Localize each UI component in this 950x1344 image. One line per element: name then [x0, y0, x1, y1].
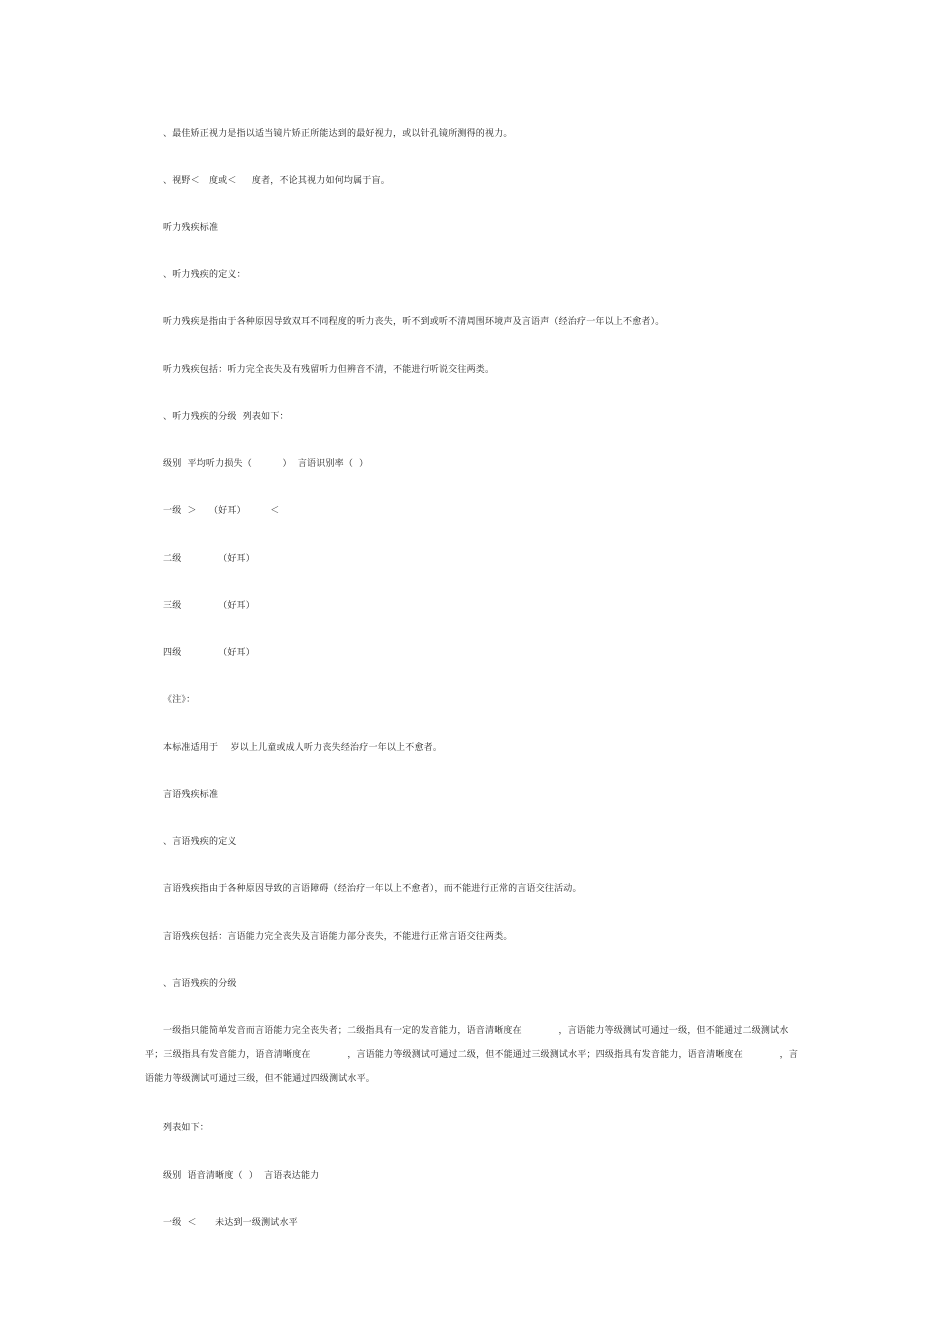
note-text: 本标准适用于 岁以上儿童或成人听力丧失经治疗一年以上不愈者。 — [163, 743, 443, 753]
hearing-scope-text: 听力残疾包括：听力完全丧失及有残留听力但辨音不清，不能进行听说交往两类。 — [163, 365, 495, 375]
speech-disability-heading: 言语残疾标准 — [163, 790, 219, 800]
speech-definition-heading: 、言语残疾的定义 — [163, 837, 237, 847]
visual-field-note: 、视野＜ 度或＜ 度者，不论其视力如何均属于盲。 — [163, 176, 390, 186]
speech-grading-paragraph — [145, 1019, 809, 1091]
hearing-definition-heading: 、听力残疾的定义： — [163, 270, 246, 280]
speech-scope-text: 言语残疾包括：言语能力完全丧失及言语能力部分丧失，不能进行正常言语交往两类。 — [163, 932, 513, 942]
hearing-disability-heading: 听力残疾标准 — [163, 223, 219, 233]
speech-table-header: 级别 语音清晰度（ ） 言语表达能力 — [163, 1171, 320, 1181]
speech-grading-line-3: 语能力等级测试可通过三级，但不能通过四级测试水平。 — [145, 1074, 376, 1084]
speech-grading-line-1: 一级指只能简单发音而言语能力完全丧失者；二级指具有一定的发音能力，语音清晰度在 ，言语能力等级测试可通过一级，但不能通过二级测试水 — [163, 1026, 789, 1036]
list-follows-text: 列表如下： — [163, 1123, 210, 1133]
speech-grading-heading: 、言语残疾的分级 — [163, 979, 237, 989]
hearing-definition-text: 听力残疾是指由于各种原因导致双耳不同程度的听力丧失，听不到或听不清周围环境声及言语声（经治疗一年以上不愈者）。 — [163, 317, 665, 327]
hearing-grade-1: 一级 ＞ （好耳） ＜ — [163, 506, 280, 516]
speech-definition-text: 言语残疾指由于各种原因导致的言语障碍（经治疗一年以上不愈者），而不能进行正常的言语交往活动。 — [163, 884, 582, 894]
best-corrected-vision-note: 、最佳矫正视力是指以适当镜片矫正所能达到的最好视力，或以针孔镜所测得的视力。 — [163, 129, 513, 139]
hearing-grade-4: 四级 （好耳） — [163, 648, 255, 658]
speech-grade-1: 一级 ＜ 未达到一级测试水平 — [163, 1218, 298, 1228]
note-heading: 《注》： — [163, 695, 196, 705]
hearing-table-header: 级别 平均听力损失（ ） 言语识别率（ ） — [163, 459, 369, 469]
hearing-grade-3: 三级 （好耳） — [163, 601, 255, 611]
hearing-grade-2: 二级 （好耳） — [163, 554, 255, 564]
hearing-grading-heading: 、听力残疾的分级 列表如下： — [163, 412, 289, 422]
speech-grading-line-2: 平；三级指具有发音能力，语音清晰度在 ，言语能力等级测试可通过二级，但不能通过三级测试水平；四级指具有发音能力，语音清晰度在 ，言 — [145, 1050, 799, 1060]
